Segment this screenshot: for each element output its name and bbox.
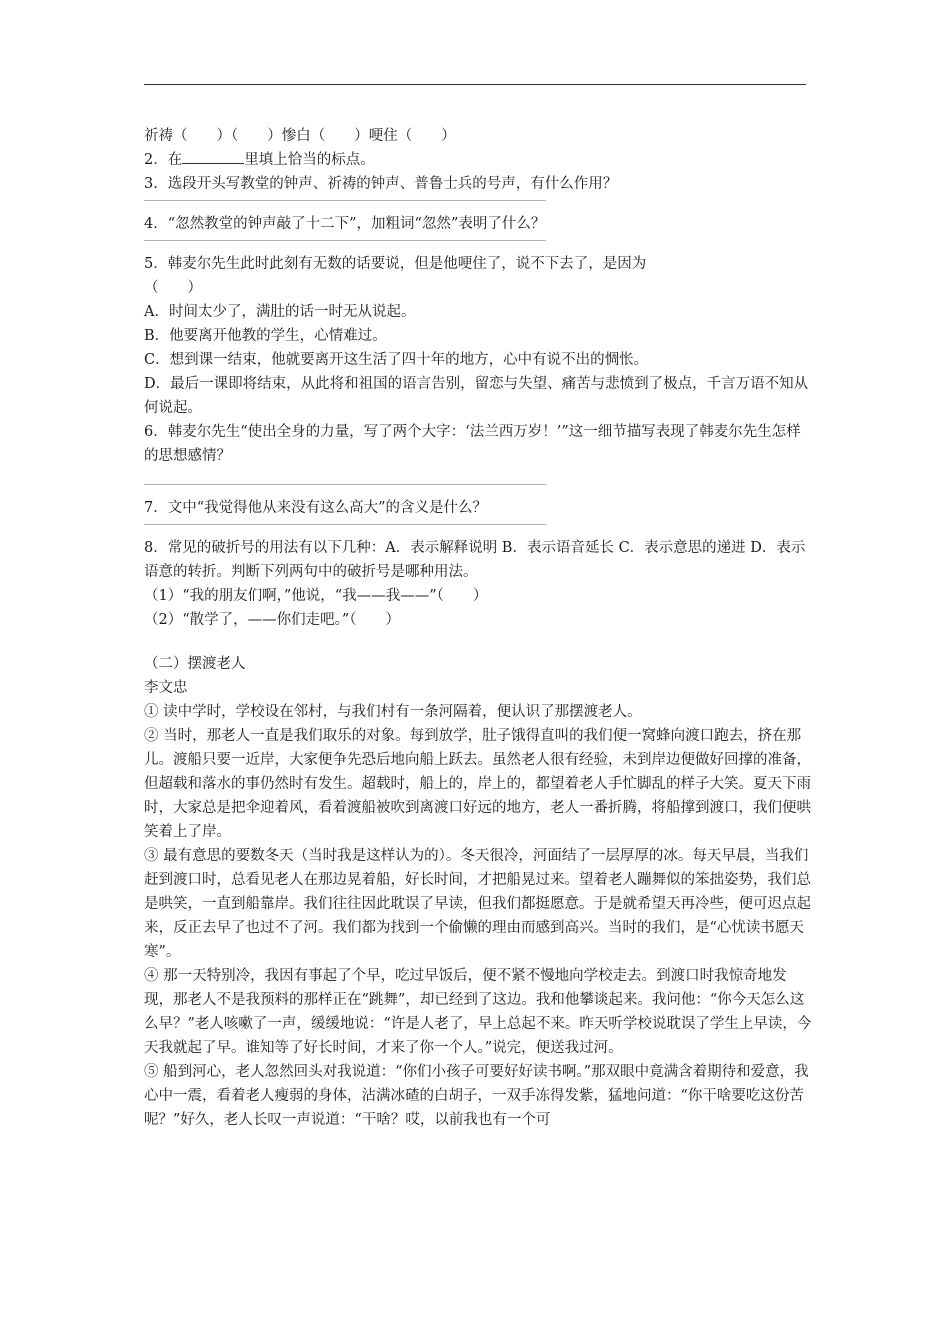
section-gap xyxy=(144,632,814,652)
option-d: D．最后一课即将结束，从此将和祖国的语言告别，留恋与失望、痛苦与悲愤到了极点，千言万语不知从何说起。 xyxy=(144,376,809,416)
paragraph-5: ⑤ 船到河心，老人忽然回头对我说道：“你们小孩子可要好好读书啊。”那双眼中竟满含着期待和爱意，我心中一震，看着老人瘦弱的身体，沾满冰碴的白胡子，一双手冻得发紫，猛地问道：“你干啥要吃这份苦呢？”好久，老人长叹一声说道：“干啥？哎，以前我也有一个可 xyxy=(144,1064,809,1128)
option-c: C．想到课一结束，他就要离开这生活了四十年的地方，心中有说不出的惆怅。 xyxy=(144,352,649,368)
document-body xyxy=(144,124,814,1132)
paragraph-4: ④ 那一天特别冷，我因有事起了个早，吃过早饭后，便不紧不慢地向学校走去。到渡口时我惊奇地发现，那老人不是我预料的那样正在“跳舞”，却已经到了这边。我和他攀谈起来。我问他：“你今天怎么这么早？”老人咳嗽了一声，缓缓地说：“许是人老了，早上总起不来。昨天听学校说耽误了学生上早读，今天我就起了早。谁知等了好长时间，才来了你一个人。”说完，便送我过河。 xyxy=(144,968,812,1056)
fill-in-line: 祈祷（ ）（ ）惨白（ ）哽住（ ） xyxy=(144,128,456,144)
header-rule xyxy=(144,84,806,85)
author: 李文忠 xyxy=(144,680,188,696)
answer-line-6 xyxy=(144,484,546,485)
paragraph-3: ③ 最有意思的要数冬天（当时我是这样认为的）。冬天很冷，河面结了一层厚厚的冰。每天早晨，当我们赶到渡口时，总看见老人在那边晃着船，好长时间，才把船晃过来。望着老人蹦舞似的笨拙姿势，我们总是哄笑，一直到船靠岸。我们往往因此耽误了早读，但我们都挺愿意。于是就希望天再冷些，便可迟点起来，反正去早了也过不了河。我们都为找到一个偷懒的理由而感到高兴。当时的我们，是“心忧读书愿天寒”。 xyxy=(144,848,811,960)
question-5: 5．韩麦尔先生此时此刻有无数的话要说，但是他哽住了，说不下去了，是因为 xyxy=(144,256,647,272)
question-8-item-1: （1）“我的朋友们啊，”他说，“我——我——”（ ） xyxy=(144,588,488,604)
question-2-suffix: 里填上恰当的标点。 xyxy=(244,152,375,168)
option-b: B．他要离开他教的学生，心情难过。 xyxy=(144,328,387,344)
answer-line-3 xyxy=(144,200,546,201)
question-2-prefix: 2．在 xyxy=(144,152,183,168)
question-2 xyxy=(144,148,814,172)
answer-line-7 xyxy=(144,524,546,525)
question-3: 3．选段开头写教堂的钟声、祈祷的钟声、普鲁士兵的号声，有什么作用？ xyxy=(144,176,618,192)
answer-line-4 xyxy=(144,240,546,241)
section-title: （二）摆渡老人 xyxy=(144,656,246,672)
question-4: 4．“忽然教堂的钟声敲了十二下”，加粗词“忽然”表明了什么？ xyxy=(144,216,546,232)
question-2-blank xyxy=(182,149,244,164)
option-a: A．时间太少了，满肚的话一时无从说起。 xyxy=(144,304,416,320)
paragraph-1: ① 读中学时，学校设在邻村，与我们村有一条河隔着，便认识了那摆渡老人。 xyxy=(144,704,642,720)
question-5-bracket: （ ） xyxy=(144,280,202,296)
question-6: 6．韩麦尔先生“使出全身的力量，写了两个大字：‘法兰西万岁！’”这一细节描写表现了韩麦尔先生怎样的思想感情？ xyxy=(144,424,801,464)
paragraph-2: ② 当时，那老人一直是我们取乐的对象。每到放学，肚子饿得直叫的我们便一窝蜂向渡口跑去，挤在那儿。渡船只要一近岸，大家便争先恐后地向船上跃去。虽然老人很有经验，未到岸边便做好回撑的准备，但超载和落水的事仍然时有发生。超载时，船上的，岸上的，都望着老人手忙脚乱的样子大笑。夏天下雨时，大家总是把伞迎着风，看着渡船被吹到离渡口好远的地方，老人一番折腾，将船撑到渡口，我们便哄笑着上了岸。 xyxy=(144,728,811,840)
question-7: 7．文中“我觉得他从来没有这么高大”的含义是什么？ xyxy=(144,500,488,516)
question-8: 8．常见的破折号的用法有以下几种：A．表示解释说明 B．表示语音延长 C．表示意思的递进 D．表示语意的转折。判断下列两句中的破折号是哪种用法。 xyxy=(144,540,806,580)
question-8-item-2: （2）“散学了，——你们走吧。”（ ） xyxy=(144,612,401,628)
